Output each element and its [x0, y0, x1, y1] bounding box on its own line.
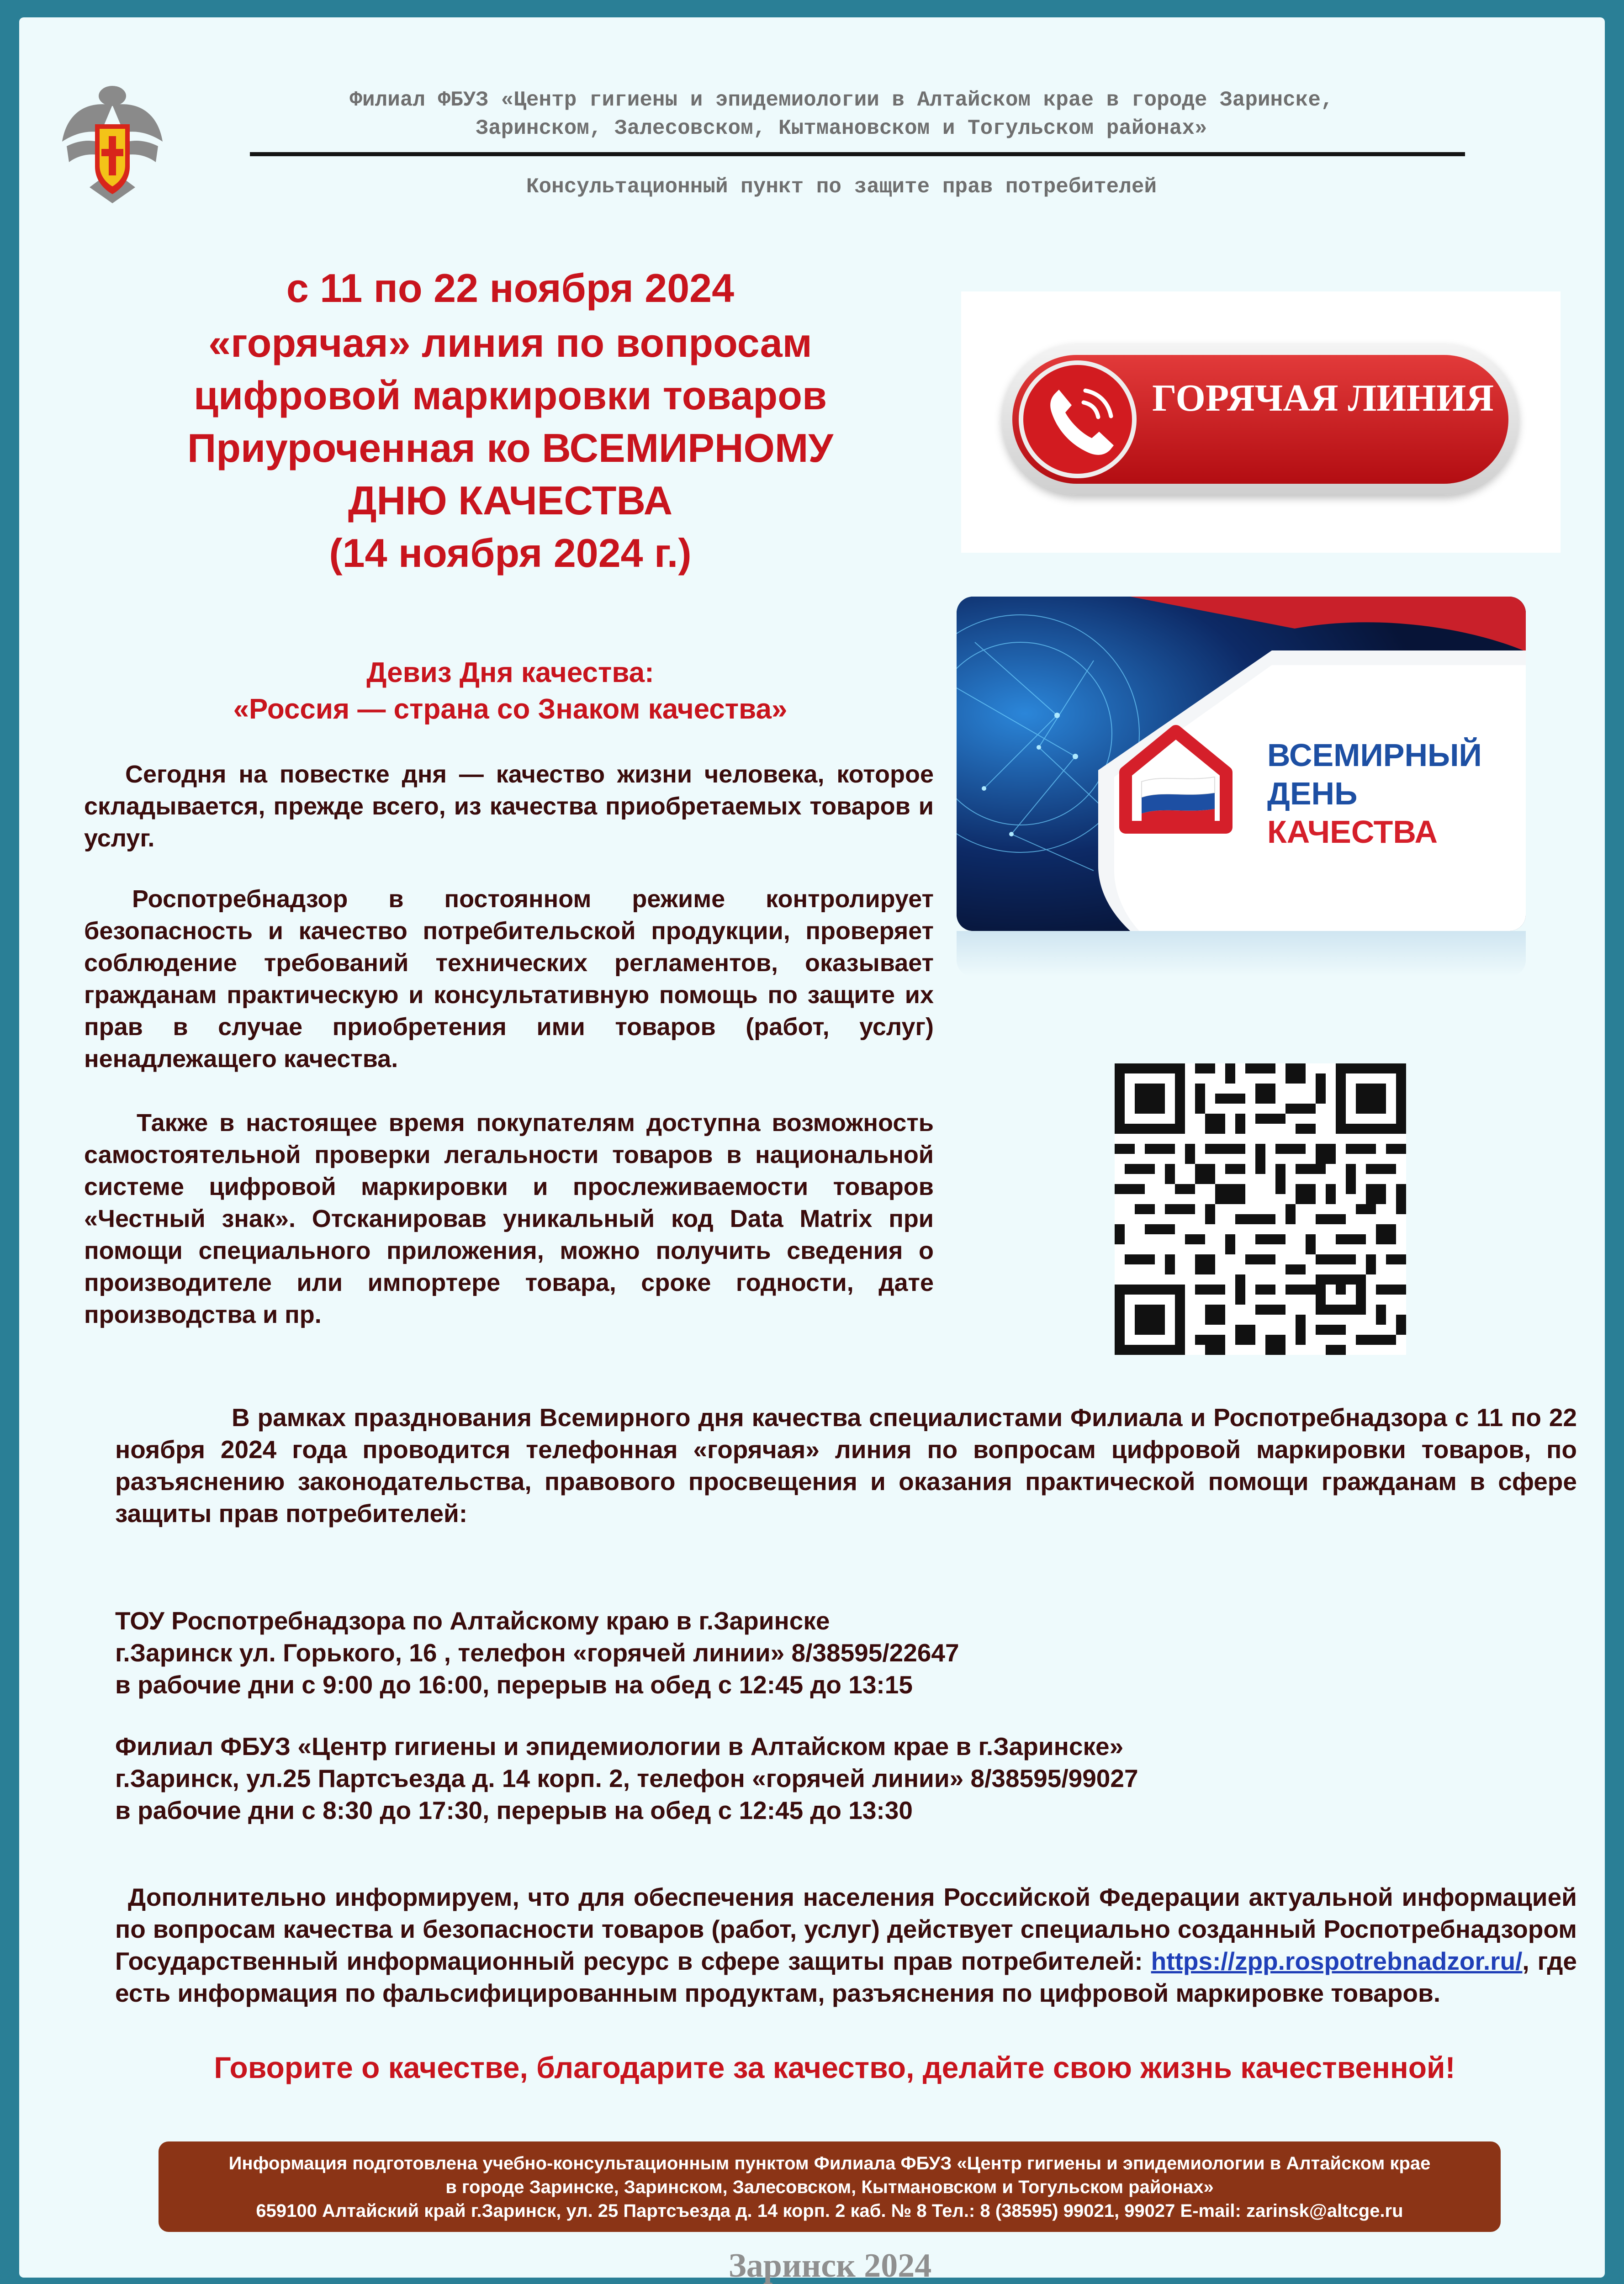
motto-label: Девиз Дня качества: [366, 657, 654, 688]
contact-2-hours: в рабочие дни с 8:30 до 17:30, перерыв на обед с 12:45 до 13:30 [115, 1796, 913, 1824]
footer-line-1: Информация подготовлена учебно-консультационным пунктом Филиала ФБУЗ «Центр гигиены и эпидемиологии в Алтайском крае [228, 2153, 1431, 2173]
contact-1-name: ТОУ Роспотребнадзора по Алтайскому краю в г.Заринске [115, 1607, 830, 1635]
title-line-4: Приуроченная ко ВСЕМИРНОМУ [187, 425, 834, 471]
wqd-line-1: ВСЕМИРНЫЙ [1267, 737, 1482, 773]
footer-line-3: 659100 Алтайский край г.Заринск, ул. 25 Партсъезда д. 14 корп. 2 каб. № 8 Тел.: 8 (38595) 99021, 99027 E-mail: zarinsk@altcge.ru [256, 2201, 1403, 2221]
qr-code [1115, 1063, 1406, 1355]
poster-page [19, 17, 1605, 2284]
paragraph-rospotrebnadzor-control: Роспотребнадзор в постоянном режиме контролирует безопасность и качество потребительской продукции, проверяет соблюдение требований технических регламентов, оказывает гражданам практическую и консультативную помощь по защите их прав в случае приобретения ими товаров (работ, услуг) ненадлежащего качества. [84, 885, 934, 1073]
banner-reflection [957, 931, 1526, 977]
slogan: Говорите о качестве, благодарите за качество, делайте свою жизнь качественной! [214, 2051, 1455, 2084]
paragraph-hotline-info: В рамках празднования Всемирного дня качества специалистами Филиала и Роспотребнадзора с 11 по 22 ноября 2024 года проводится телефонная «горячая» линия по вопросам цифровой маркировки товаров, по разъяснению законодательства, правового просвещения и оказания практической помощи гражданам в сфере защиты прав потребителей: [115, 1403, 1577, 1528]
hotline-label: ГОРЯЧАЯ ЛИНИЯ [1152, 377, 1494, 419]
hotline-pill [1002, 344, 1518, 495]
contact-1-address: г.Заринск ул. Горького, 16 , телефон «горячей линии» 8/38595/22647 [115, 1639, 959, 1667]
contact-1-hours: в рабочие дни с 9:00 до 16:00, перерыв на обед с 12:45 до 13:15 [115, 1671, 913, 1699]
title-line-3: цифровой маркировки товаров [193, 373, 827, 418]
footer-line-2: в городе Заринске, Заринском, Залесовском, Кытмановском и Тогульском районах» [445, 2177, 1214, 2197]
phone-icon [1023, 365, 1132, 474]
phone-icon-circle [1019, 360, 1137, 478]
paragraph-quality-of-life: Сегодня на повестке дня — качество жизни человека, которое складывается, прежде всего, из качества приобретаемых товаров и услуг. [84, 761, 934, 852]
rospotrebnadzor-emblem [58, 82, 167, 206]
hotline-red-bar [1012, 355, 1508, 484]
header-org-line-1: Филиал ФБУЗ «Центр гигиены и эпидемиологии в Алтайском крае в городе Заринске, [349, 88, 1333, 112]
contact-2-name: Филиал ФБУЗ «Центр гигиены и эпидемиологии в Алтайском крае в г.Заринске» [115, 1732, 1124, 1761]
header-org-line-2: Заринском, Залесовском, Кытмановском и Тогульском районах» [476, 116, 1207, 140]
title-line-2: «горячая» линия по вопросам [208, 320, 812, 365]
paragraph-additional-info [115, 1881, 1577, 2009]
world-quality-day-label [1267, 736, 1482, 851]
info-text-before: Дополнительно информируем, что для обеспечения населения Российской Федерации актуальной информацией по вопросам качества и безопасности товаров (работ, услуг) действует специально созданный Роспотребнадзором Государственный информационный ресурс в сфере защиты прав потребителей: [115, 1883, 1577, 1975]
header-divider [250, 152, 1465, 156]
header-subtitle: Консультационный пункт по защите прав потребителей [526, 175, 1157, 199]
world-quality-day-banner [957, 597, 1526, 931]
hotline-banner [961, 291, 1561, 553]
footer-info-box [159, 2141, 1501, 2232]
city-year: Заринск 2024 [728, 2247, 932, 2284]
contact-2-address: г.Заринск, ул.25 Партсъезда д. 14 корп. 2, телефон «горячей линии» 8/38595/99027 [115, 1764, 1138, 1792]
wqd-line-2: ДЕНЬ [1267, 776, 1358, 811]
title-line-6: (14 ноября 2024 г.) [329, 530, 692, 576]
zpp-link[interactable]: https://zpp.rospotrebnadzor.ru/ [1151, 1947, 1523, 1975]
title-line-1: с 11 по 22 ноября 2024 [286, 265, 735, 311]
info-text-after: , где есть информация по фальсифицированным продуктам, разъяснения по цифровой маркировке товаров. [115, 1947, 1577, 2007]
motto-text: «Россия — страна со Знаком качества» [233, 693, 788, 725]
wqd-line-3: КАЧЕСТВА [1267, 814, 1438, 850]
paragraph-honest-mark: Также в настоящее время покупателям доступна возможность самостоятельной проверки легальности товаров в национальной системе цифровой маркировки и прослеживаемости товаров «Честный знак». Отсканировав уникальный код Data Matrix при помощи специального приложения, можно получить сведения о производителе или импортере товара, сроке годности, дате производства и пр. [84, 1109, 934, 1328]
title-line-5: ДНЮ КАЧЕСТВА [348, 478, 673, 523]
